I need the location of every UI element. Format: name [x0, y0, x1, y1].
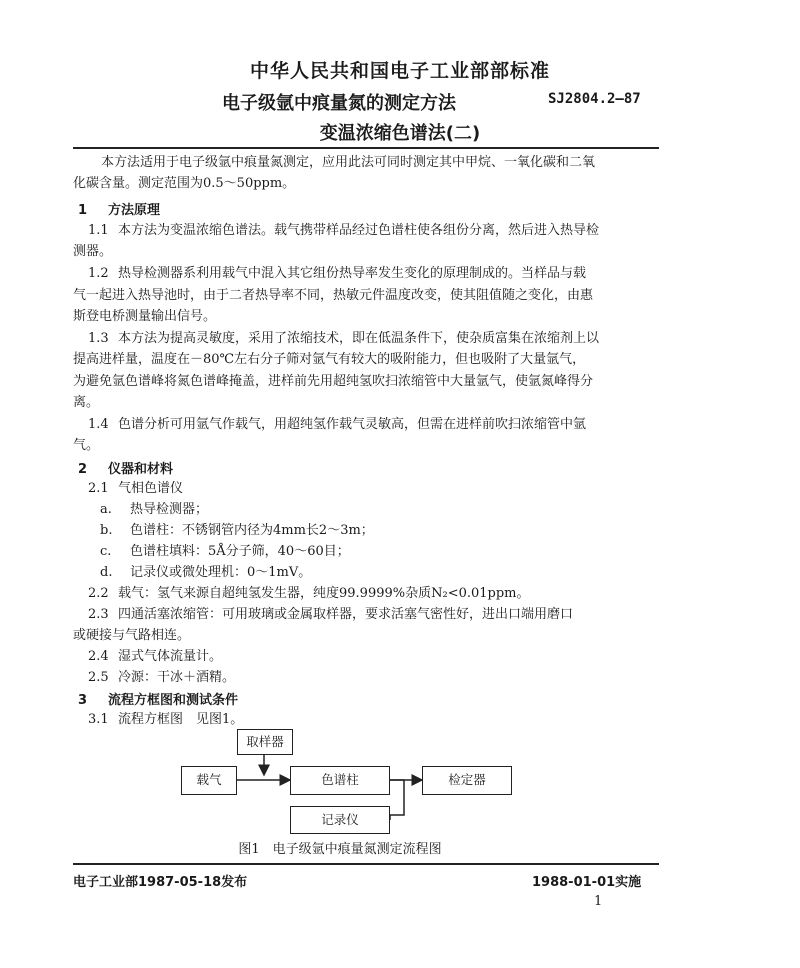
section-number: 2: [78, 462, 88, 477]
para-1-2-line-2: 气一起进入热导池时，由于二者热导率不同，热敏元件温度改变，使其阻值随之变化，由惠: [73, 288, 594, 303]
section-number: 3: [78, 693, 88, 708]
footer-divider: [73, 863, 659, 865]
intro-line-1: 本方法适用于电子级氩中痕量氮测定，应用此法可同时测定其中甲烷、一氧化碳和二氧: [101, 155, 596, 170]
section-title: 仪器和材料: [108, 462, 174, 477]
flow-box-column: 色谱柱: [290, 766, 390, 795]
clause-number: 2.2: [88, 586, 109, 601]
para-1-3-line-2: 提高进样量，温度在－80℃左右分子筛对氩气有较大的吸附能力，但也吸附了大量氩气，: [73, 352, 586, 367]
clause-text: 色谱分析可用氩气作载气，用超纯氢作载气灵敏高，但需在进样前吹扫浓缩管中氩: [118, 417, 587, 432]
clause-text: 四通活塞浓缩管：可用玻璃或金属取样器，要求活塞气密性好，进出口端用磨口: [118, 607, 574, 622]
issue-date: 电子工业部1987-05-18发布: [73, 875, 248, 890]
document-title: 电子级氩中痕量氮的测定方法: [222, 93, 456, 114]
flow-box-sampler: 取样器: [237, 729, 293, 755]
document-subtitle: 变温浓缩色谱法(二): [319, 123, 481, 144]
line-detector-signal: [390, 780, 404, 820]
clause-number: 2.4: [88, 649, 109, 664]
clause-number: 1.1: [88, 223, 109, 238]
clause-text: 本方法为变温浓缩色谱法。载气携带样品经过色谱柱使各组份分离，然后进入热导检: [118, 223, 600, 238]
effective-date: 1988-01-01实施: [532, 875, 642, 890]
clause-text: 冷源：干冰＋酒精。: [118, 670, 236, 685]
clause-text: 湿式气体流量计。: [118, 649, 223, 664]
clause-number: 2.1: [88, 481, 109, 496]
list-text: 记录仪或微处理机：0～1mV。: [130, 565, 312, 580]
clause-text: 流程方框图 见图1。: [118, 712, 244, 727]
clause-text: 气相色谱仪: [118, 481, 184, 496]
list-label: a.: [100, 502, 112, 517]
section-number: 1: [78, 203, 88, 218]
para-1-3-line-3: 为避免氩色谱峰将氮色谱峰掩盖，进样前先用超纯氢吹扫浓缩管中大量氩气，使氩氮峰得分: [73, 374, 594, 389]
para-2-3-line-2: 或硬接与气路相连。: [73, 628, 191, 643]
section-title: 方法原理: [108, 203, 161, 218]
list-text: 色谱柱填料：5Å分子筛，40～60目；: [130, 544, 350, 559]
list-text: 色谱柱：不锈钢管内径为4mm长2～3m；: [130, 523, 374, 538]
list-label: b.: [100, 523, 113, 538]
clause-text: 热导检测器系利用载气中混入其它组份热导率发生变化的原理制成的。当样品与载: [118, 266, 587, 281]
para-1-4-line-2: 气。: [73, 438, 100, 453]
clause-text: 载气：氢气来源自超纯氢发生器，纯度99.9999%杂质N₂<0.01ppm。: [118, 586, 530, 601]
clause-number: 1.3: [88, 331, 109, 346]
clause-number: 1.2: [88, 266, 109, 281]
clause-text: 本方法为提高灵敏度，采用了浓缩技术，即在低温条件下，使杂质富集在浓缩剂上以: [118, 331, 600, 346]
intro-line-2: 化碳含量。测定范围为0.5～50ppm。: [73, 176, 296, 191]
para-1-2-line-3: 斯登电桥测量输出信号。: [73, 309, 217, 324]
clause-number: 1.4: [88, 417, 109, 432]
clause-number: 2.3: [88, 607, 109, 622]
list-label: c.: [100, 544, 112, 559]
flow-box-recorder: 记录仪: [290, 806, 390, 834]
para-1-1-line-2: 测器。: [73, 244, 113, 259]
standard-code: SJ2804.2—87: [548, 91, 641, 107]
clause-number: 2.5: [88, 670, 109, 685]
section-title: 流程方框图和测试条件: [108, 693, 239, 708]
flow-box-carrier: 载气: [181, 766, 237, 795]
figure-caption: 图1 电子级氩中痕量氮测定流程图: [238, 842, 442, 857]
list-text: 热导检测器；: [130, 502, 209, 517]
clause-number: 3.1: [88, 712, 109, 727]
standard-issuer-title: 中华人民共和国电子工业部部标准: [249, 60, 550, 82]
para-1-3-line-4: 离。: [73, 395, 100, 410]
page-number: 1: [594, 894, 603, 909]
flow-box-detector: 检定器: [422, 766, 512, 795]
list-label: d.: [100, 565, 113, 580]
